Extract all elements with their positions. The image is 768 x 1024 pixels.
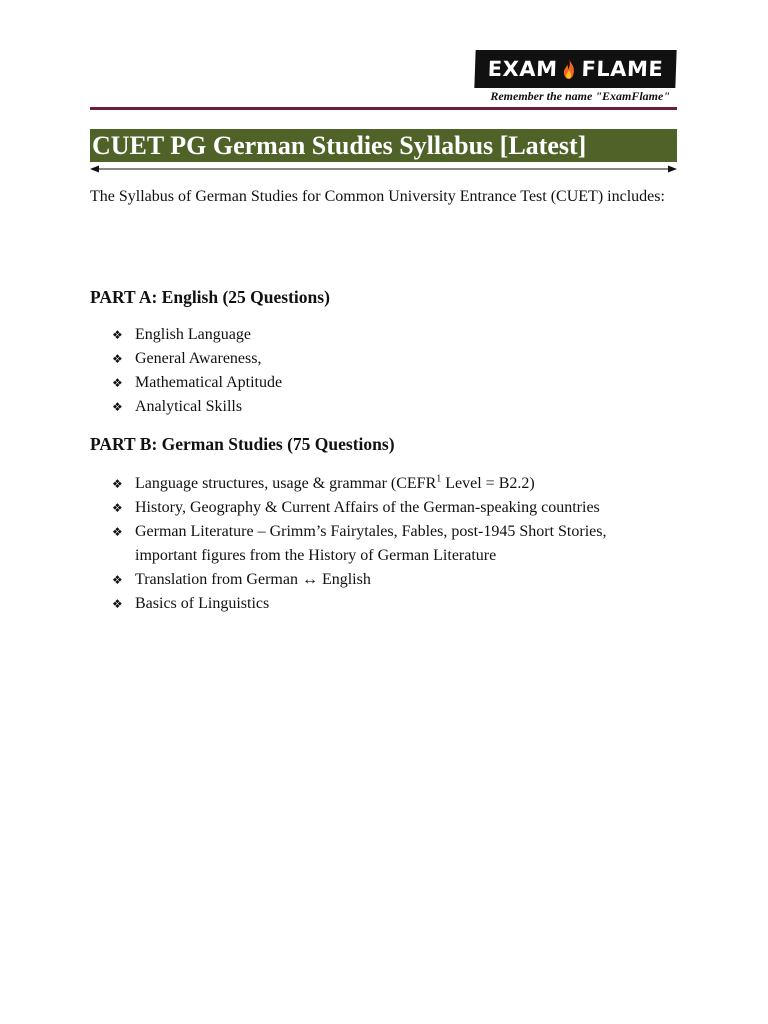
list-item [112,472,672,496]
list-item-text: German Literature – Grimm’s Fairytales, Fables, post-1945 Short Stories, important figures from the History of German Literature [135,523,607,564]
list-item [112,520,672,568]
part-b-list [112,472,672,616]
list-item-text: Translation from German ↔ English [135,571,371,588]
list-item [112,568,672,592]
flame-icon [561,58,578,80]
double-arrow-divider [90,163,677,175]
list-item [112,323,672,347]
list-item-text: History, Geography & Current Affairs of the German-speaking countries [135,499,600,516]
list-item [112,395,672,419]
diamond-bullet-icon: ❖ [112,400,123,414]
list-item [112,347,672,371]
diamond-bullet-icon: ❖ [112,597,123,611]
diamond-bullet-icon: ❖ [112,573,123,587]
list-item [112,592,672,616]
header-divider [90,107,677,110]
examflame-logo [474,50,676,88]
diamond-bullet-icon: ❖ [112,352,123,366]
footnote-marker: 1 [436,473,442,485]
list-item-text-main: Language structures, usage & grammar (CEFR [135,475,437,492]
list-item-text-rest: Level = B2.2) [441,475,535,492]
title-banner [90,129,677,162]
tagline: Remember the name "ExamFlame" [490,89,670,103]
list-item-text: English Language [135,326,251,343]
part-a-list [112,323,672,419]
part-b-heading: PART B: German Studies (75 Questions) [90,434,395,454]
list-item [112,496,672,520]
page-title: CUET PG German Studies Syllabus [Latest] [92,130,587,160]
diamond-bullet-icon: ❖ [112,525,123,539]
intro-paragraph: The Syllabus of German Studies for Common University Entrance Test (CUET) includes: [90,188,665,205]
list-item-text: Mathematical Aptitude [135,374,283,391]
logo-text-flame: FLAME [581,56,664,81]
diamond-bullet-icon: ❖ [112,376,123,390]
list-item-text [135,475,535,492]
diamond-bullet-icon: ❖ [112,477,123,491]
list-item [112,371,672,395]
list-item-text: General Awareness, [135,350,262,367]
list-item-text: Analytical Skills [135,398,243,415]
logo-text-exam: EXAM [487,56,558,81]
diamond-bullet-icon: ❖ [112,501,123,515]
list-item-text: Basics of Linguistics [135,595,270,612]
diamond-bullet-icon: ❖ [112,328,123,342]
part-a-heading: PART A: English (25 Questions) [90,287,330,307]
